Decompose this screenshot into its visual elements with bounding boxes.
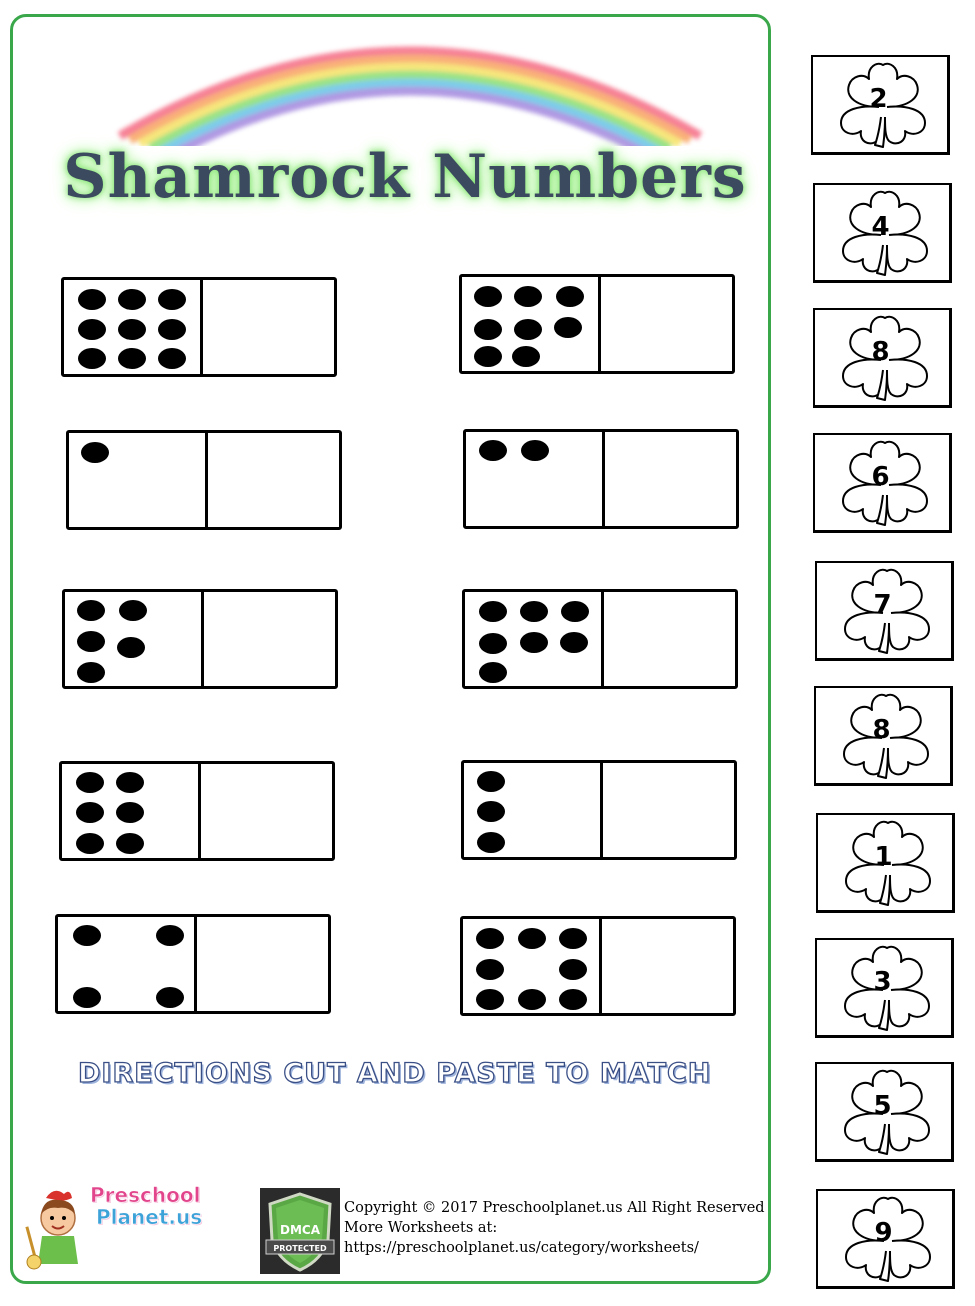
domino-dot (76, 772, 104, 793)
card-number: 8 (872, 715, 891, 745)
card-number: 8 (871, 337, 890, 367)
domino-divider (600, 763, 603, 857)
domino-dot (514, 286, 542, 307)
kid-painter-icon (24, 1184, 88, 1274)
domino-dot (119, 600, 147, 621)
domino-dot (479, 662, 507, 683)
domino-dot (117, 637, 145, 658)
domino-dot (559, 989, 587, 1010)
domino-divider (201, 592, 204, 686)
shamrock-card-7[interactable] (816, 813, 955, 913)
rainbow-illustration (100, 26, 720, 146)
shamrock-card-5[interactable] (815, 561, 954, 661)
domino-dot (520, 601, 548, 622)
card-number: 6 (871, 462, 890, 492)
logo-line-2: Planet.us (96, 1205, 203, 1229)
shamrock-card-6[interactable] (814, 686, 953, 786)
dmca-protected-badge[interactable] (260, 1188, 340, 1274)
domino-divider (602, 432, 605, 526)
domino-dot (474, 319, 502, 340)
domino-dot (116, 833, 144, 854)
shamrock-card-4[interactable] (813, 433, 952, 533)
domino-dot (477, 771, 505, 792)
domino-dot (158, 319, 186, 340)
shamrock-card-8[interactable] (815, 938, 954, 1038)
domino-dot (118, 289, 146, 310)
domino-dot (556, 286, 584, 307)
domino-2 (459, 274, 735, 374)
domino-dot (518, 928, 546, 949)
card-number: 3 (873, 967, 892, 997)
domino-dot (77, 600, 105, 621)
domino-dot (554, 317, 582, 338)
domino-dot (77, 631, 105, 652)
domino-dot (518, 989, 546, 1010)
worksheet-title: Shamrock Numbers (63, 142, 747, 212)
domino-dot (76, 802, 104, 823)
domino-5 (62, 589, 338, 689)
shamrock-card-2[interactable] (813, 183, 952, 283)
logo-wordmark (90, 1184, 202, 1228)
domino-8 (461, 760, 737, 860)
domino-dot (118, 319, 146, 340)
domino-divider (598, 277, 601, 371)
domino-dot (559, 928, 587, 949)
card-number: 2 (869, 84, 888, 114)
domino-dot (477, 832, 505, 853)
domino-dot (514, 319, 542, 340)
domino-10 (460, 916, 736, 1016)
protected-label: PROTECTED (273, 1244, 327, 1253)
domino-dot (474, 346, 502, 367)
domino-divider (601, 592, 604, 686)
domino-dot (479, 601, 507, 622)
domino-dot (476, 928, 504, 949)
footer-copyright (344, 1198, 765, 1258)
directions-text: DIRECTIONS CUT AND PASTE TO MATCH (78, 1058, 712, 1089)
more-worksheets-line: More Worksheets at: (344, 1220, 498, 1236)
domino-dot (78, 348, 106, 369)
shamrock-card-3[interactable] (813, 308, 952, 408)
domino-dot (561, 601, 589, 622)
domino-dot (78, 319, 106, 340)
domino-dot (158, 348, 186, 369)
worksheets-url-link[interactable]: https://preschoolplanet.us/category/worksheets/ (344, 1240, 699, 1256)
domino-dot (81, 442, 109, 463)
domino-divider (198, 764, 201, 858)
domino-1 (61, 277, 337, 377)
domino-dot (158, 289, 186, 310)
domino-dot (156, 925, 184, 946)
domino-divider (200, 280, 203, 374)
domino-4 (463, 429, 739, 529)
domino-dot (474, 286, 502, 307)
domino-dot (116, 772, 144, 793)
domino-dot (73, 925, 101, 946)
domino-dot (521, 440, 549, 461)
card-number: 1 (874, 842, 893, 872)
domino-6 (462, 589, 738, 689)
domino-7 (59, 761, 335, 861)
domino-dot (476, 959, 504, 980)
domino-dot (77, 662, 105, 683)
copyright-line: Copyright © 2017 Preschoolplanet.us All Right Reserved (344, 1200, 765, 1216)
domino-3 (66, 430, 342, 530)
domino-dot (156, 987, 184, 1008)
domino-dot (520, 632, 548, 653)
domino-dot (559, 959, 587, 980)
domino-divider (205, 433, 208, 527)
domino-dot (116, 802, 144, 823)
card-number: 5 (873, 1091, 892, 1121)
domino-dot (479, 633, 507, 654)
shamrock-card-9[interactable] (815, 1062, 954, 1162)
domino-divider (599, 919, 602, 1013)
domino-dot (118, 348, 146, 369)
preschool-planet-logo (24, 1184, 244, 1274)
domino-dot (560, 632, 588, 653)
shield-icon (260, 1188, 340, 1274)
dmca-label: DMCA (280, 1223, 320, 1237)
domino-dot (477, 801, 505, 822)
shamrock-card-1[interactable] (811, 55, 950, 155)
shamrock-card-10[interactable] (816, 1189, 955, 1289)
domino-divider (194, 917, 197, 1011)
card-number: 9 (874, 1218, 893, 1248)
domino-dot (78, 289, 106, 310)
domino-dot (73, 987, 101, 1008)
logo-line-1: Preschool (90, 1183, 201, 1207)
domino-dot (479, 440, 507, 461)
card-number: 4 (871, 212, 890, 242)
domino-9 (55, 914, 331, 1014)
domino-dot (76, 833, 104, 854)
domino-dot (476, 989, 504, 1010)
domino-dot (512, 346, 540, 367)
card-number: 7 (873, 590, 892, 620)
